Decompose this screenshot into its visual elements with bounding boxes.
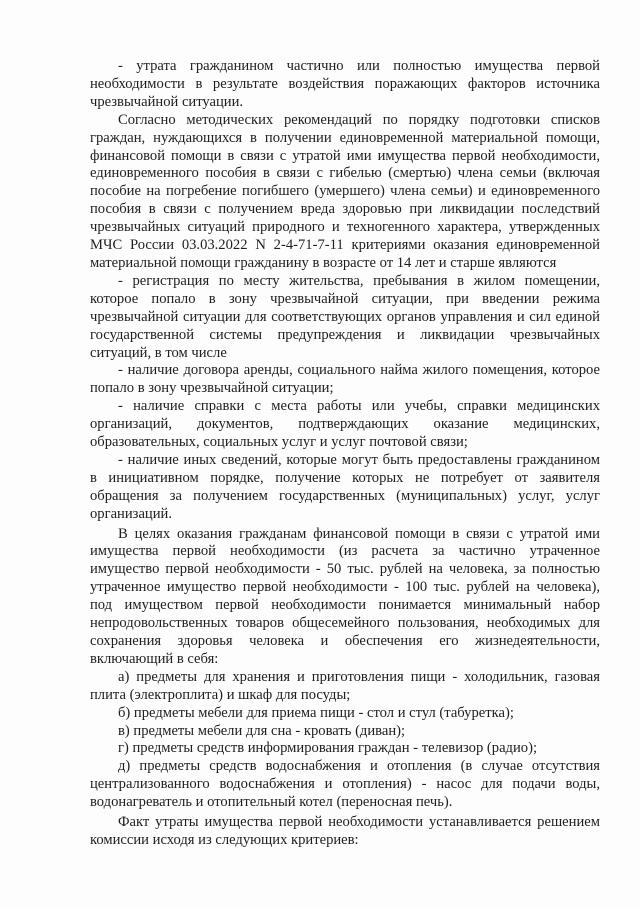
list-item-dining-furniture: б) предметы мебели для приема пищи - стол и стул (табуретка); — [118, 704, 514, 721]
paragraph-financial-aid: В целях оказания гражданам финансовой помощи в связи с утратой ими имущества первой необходимости (из расчета за частично утраченное имущество первой необходимости - 50 тыс. рублей на человека, за полностью утраченное имущество первой необходимости - 100 тыс. рублей на человека), под имуществом первой необходимости понимается минимальный набор непродовольственных товаров общесемейного пользования, необходимых для сохранения здоровья человека и обеспечения его жизнедеятельности, включающий в себя: — [90, 525, 600, 667]
list-item-food-storage: а) предметы для хранения и приготовления пищи - холодильник, газовая плита (электроплита) и шкаф для посуды; — [90, 668, 600, 703]
paragraph-registration-criterion: - регистрация по месту жительства, пребывания в жилом помещении, которое попало в зону чрезвычайной ситуации, при введении режима чрезвычайной ситуации для соответствующих органов управления и сил единой государственной системы предупреждения и ликвидации чрезвычайных ситуаций, в том числе — [90, 272, 600, 361]
paragraph-certificate-criterion: - наличие справки с места работы или учебы, справки медицинских организаций, документов, подтверждающих оказание медицинских, образовательных, социальных услуг и услуг почтовой связи; — [90, 398, 600, 451]
document-body — [90, 58, 600, 850]
paragraph-fact-of-loss: Факт утраты имущества первой необходимости устанавливается решением комиссии исходя из следующих критериев: — [90, 814, 600, 848]
list-item-sleeping-furniture: в) предметы мебели для сна - кровать (диван); — [118, 722, 406, 739]
paragraph-lease-criterion: - наличие договора аренды, социального найма жилого помещения, которое попало в зону чрезвычайной ситуации; — [90, 362, 600, 397]
paragraph-loss-of-property: - утрата гражданином частично или полностью имущества первой необходимости в результате воздействия поражающих факторов источника чрезвычайной ситуации. — [90, 58, 600, 110]
paragraph-other-info-criterion: - наличие иных сведений, которые могут быть предоставлены гражданином в инициативном порядке, получение которых не потребует от заявителя обращения за получением государственных (муниципальных) услуг, услуг организаций. — [90, 451, 600, 522]
list-item-water-heating: д) предметы средств водоснабжения и отопления (в случае отсутствия централизованного водоснабжения и отопления) - насос для подачи воды, водонагреватель и отопительный котел (переносная печь). — [90, 758, 600, 811]
list-item-information-devices: г) предметы средств информирования граждан - телевизор (радио); — [118, 740, 538, 757]
paragraph-methodical-recommendations: Согласно методических рекомендаций по порядку подготовки списков граждан, нуждающихся в получении единовременной материальной помощи, финансовой помощи в связи с утратой ими имущества первой необходимости, единовременного пособия в связи с гибелью (смертью) члена семьи (включая пособие на погребение погибшего (умершего) члена семьи) и единовременного пособия в связи с получением вреда здоровью при ликвидации последствий чрезвычайных ситуаций природного и техногенного характера, утвержденных МЧС России 03.03.2022 N 2-4-71-7-11 критериями оказания единовременной материальной помощи гражданину в возрасте от 14 лет и старше являются — [90, 111, 600, 271]
